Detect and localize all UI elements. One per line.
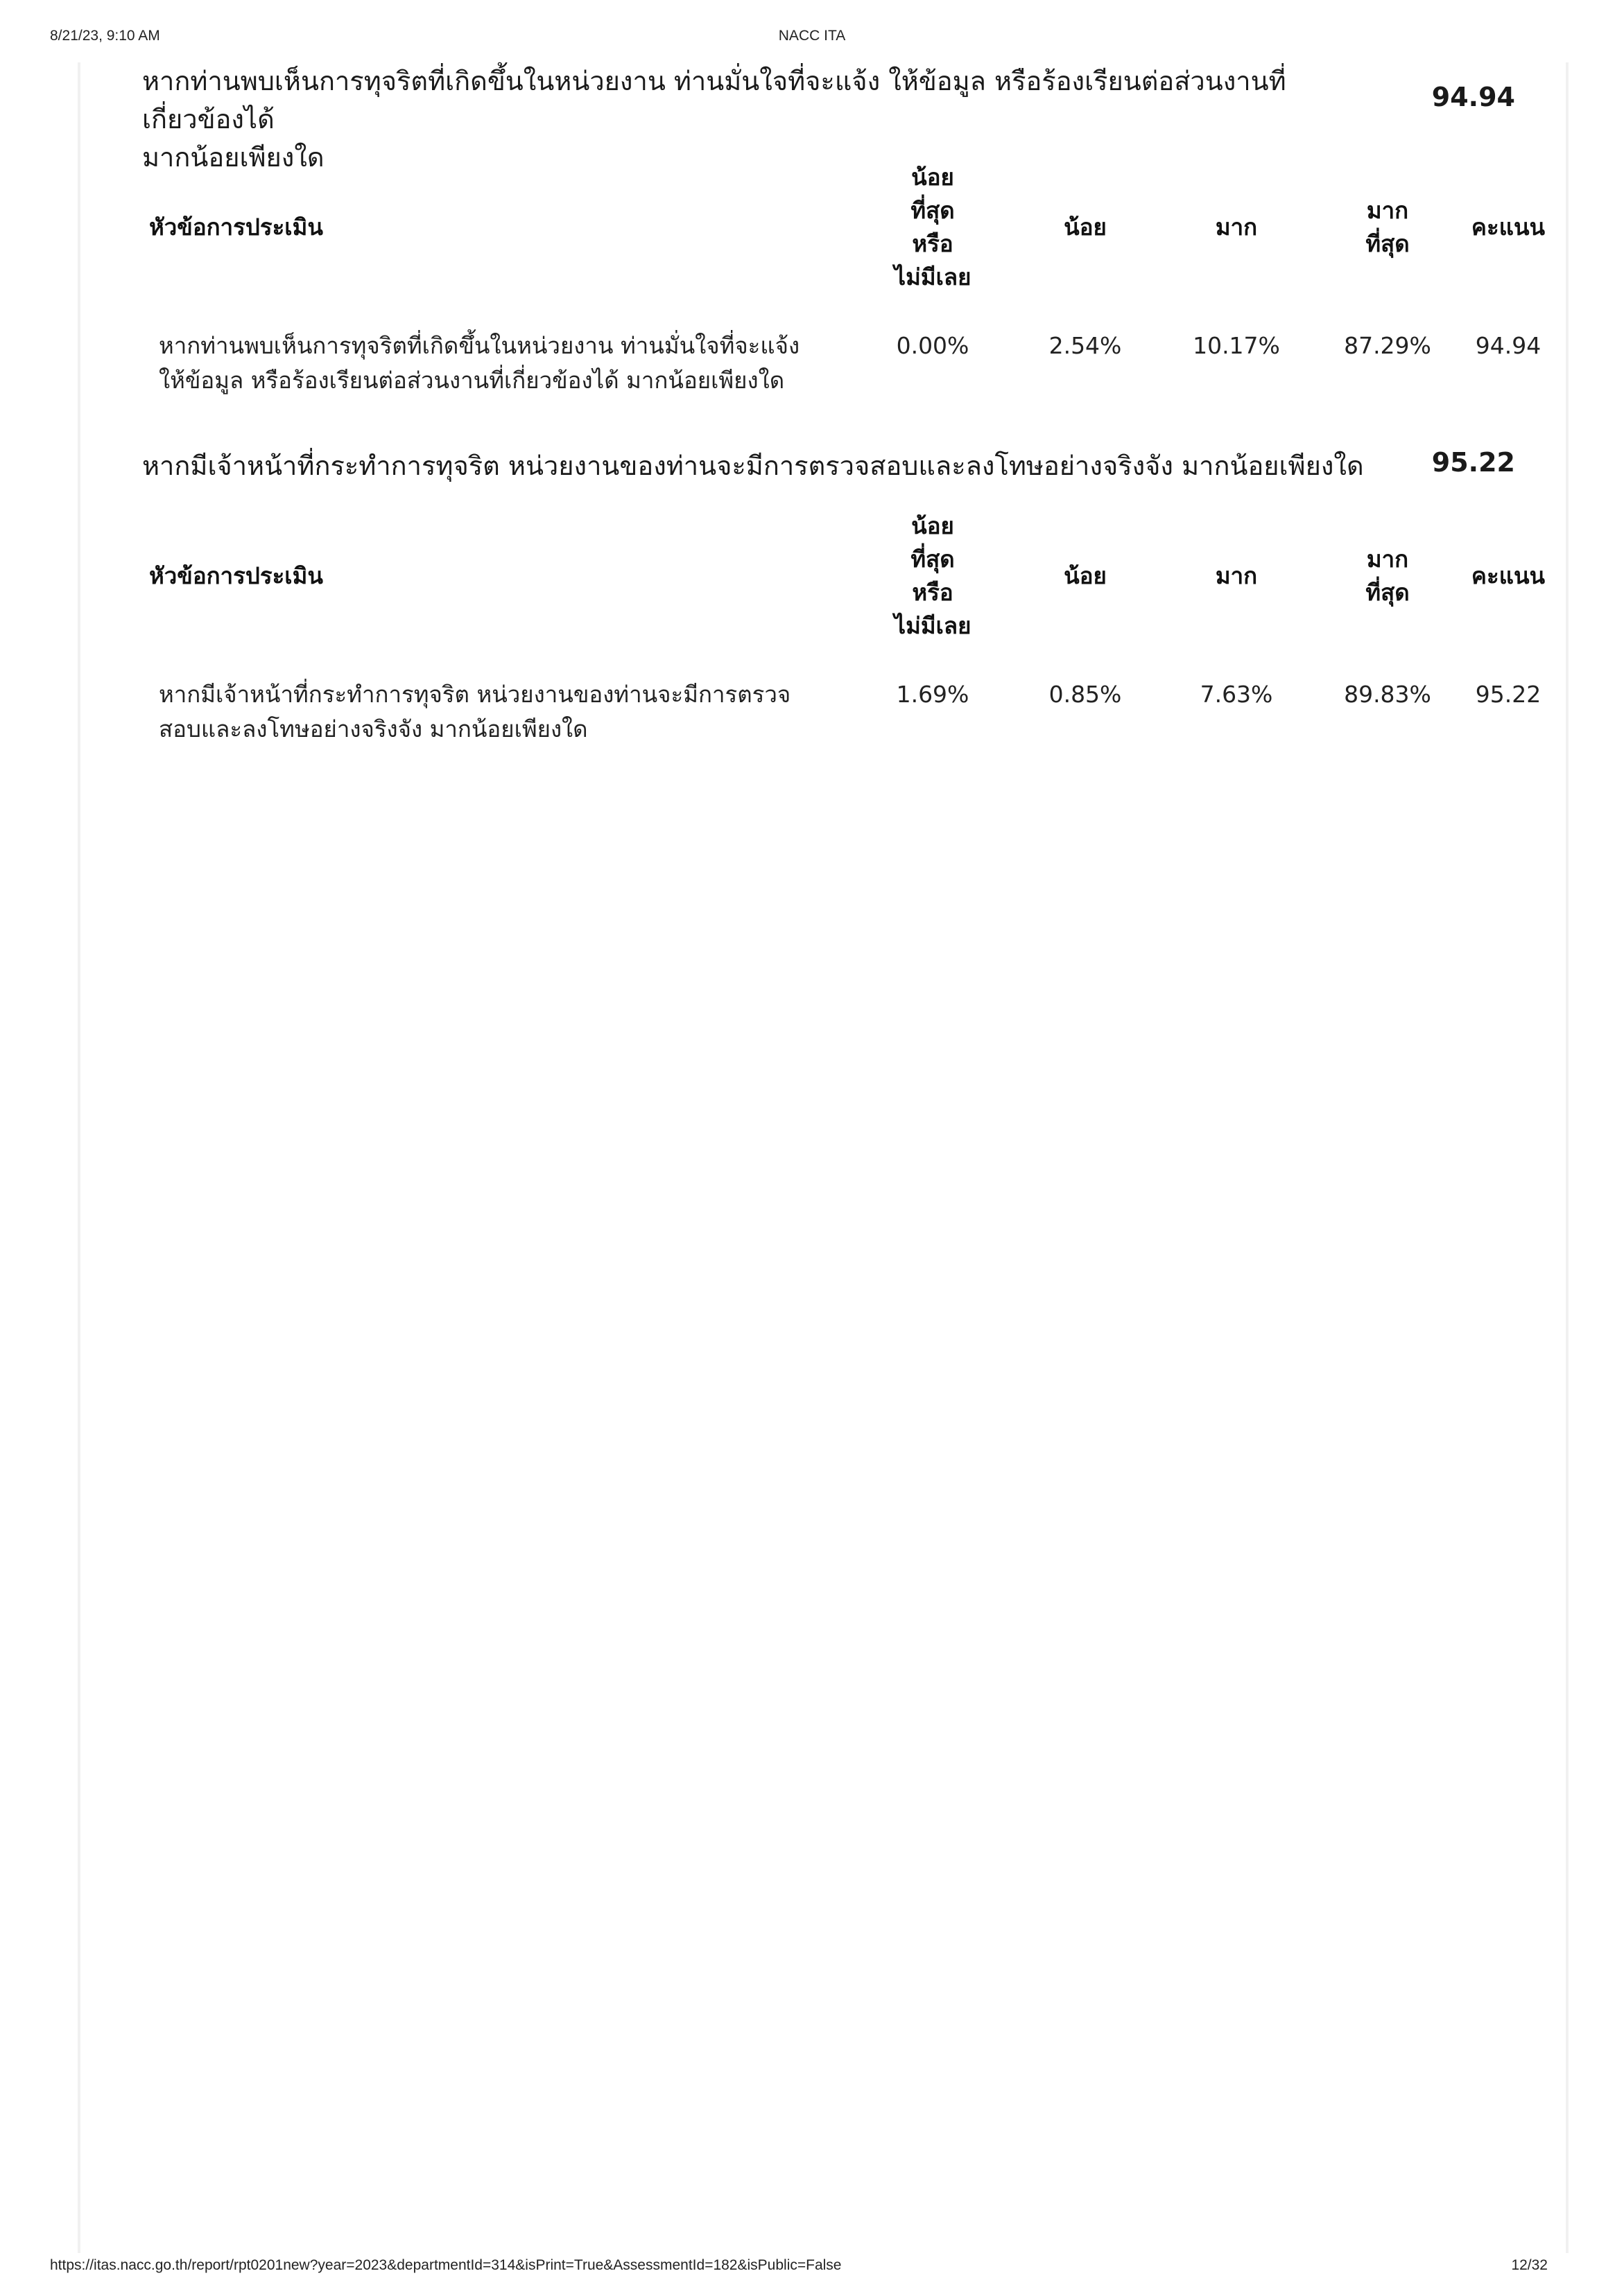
header-score: คะแนน bbox=[1471, 214, 1546, 241]
row-most: 87.29% bbox=[1344, 332, 1431, 359]
header-least-line-2: ที่สุด bbox=[910, 546, 955, 573]
question-1-title-line-2: มากน้อยเพียงใด bbox=[142, 142, 325, 173]
question-2-title bbox=[142, 447, 1390, 485]
header-least-or-none bbox=[870, 161, 995, 294]
row-much: 10.17% bbox=[1193, 332, 1280, 359]
header-least-line-3: หรือ bbox=[912, 579, 953, 606]
print-date: 8/21/23, 9:10 AM bbox=[50, 28, 160, 44]
question-1-table bbox=[149, 161, 1546, 410]
row-topic-line-2: สอบและลงโทษอย่างจริงจัง มากน้อยเพียงใด bbox=[159, 715, 588, 742]
row-score: 95.22 bbox=[1475, 681, 1541, 708]
row-little: 0.85% bbox=[1048, 681, 1122, 708]
header-least-line-4: ไม่มีเลย bbox=[894, 612, 971, 639]
print-title: NACC ITA bbox=[778, 28, 846, 44]
header-topic: หัวข้อการประเมิน bbox=[149, 214, 323, 241]
question-2-score: 95.22 bbox=[1431, 447, 1515, 478]
header-most-line-2: ที่สุด bbox=[1365, 230, 1410, 257]
row-topic bbox=[159, 329, 838, 398]
question-1 bbox=[142, 62, 1515, 173]
row-least-or-none: 0.00% bbox=[896, 332, 969, 359]
row-topic-line-1: หากมีเจ้าหน้าที่กระทำการทุจริต หน่วยงานของท่านจะมีการตรวจ bbox=[159, 681, 791, 708]
header-topic: หัวข้อการประเมิน bbox=[149, 562, 323, 589]
header-least-line-4: ไม่มีเลย bbox=[894, 263, 971, 290]
print-url: https://itas.nacc.go.th/report/rpt0201new?year=2023&departmentId=314&isPrint=True&AssessmentId=182&isPublic=False bbox=[50, 2257, 842, 2273]
print-footer bbox=[0, 2254, 1624, 2282]
header-most-line-1: มาก bbox=[1366, 546, 1409, 573]
question-1-title-line-1: หากท่านพบเห็นการทุจริตที่เกิดขึ้นในหน่วยงาน ท่านมั่นใจที่จะแจ้ง ให้ข้อมูล หรือร้องเรียนต่อส่วนงานที่เกี่ยวข้องได้ bbox=[142, 66, 1286, 134]
header-most-line-1: มาก bbox=[1366, 197, 1409, 224]
header-much: มาก bbox=[1215, 214, 1258, 241]
header-much: มาก bbox=[1215, 562, 1258, 589]
question-1-title bbox=[142, 62, 1321, 177]
header-score: คะแนน bbox=[1471, 562, 1546, 589]
print-header bbox=[0, 25, 1624, 53]
header-least-line-2: ที่สุด bbox=[910, 197, 955, 224]
row-topic-line-1: หากท่านพบเห็นการทุจริตที่เกิดขึ้นในหน่วยงาน ท่านมั่นใจที่จะแจ้ง bbox=[159, 332, 800, 359]
row-much: 7.63% bbox=[1200, 681, 1273, 708]
question-2-table bbox=[149, 510, 1546, 759]
question-2-title-line-1: หากมีเจ้าหน้าที่กระทำการทุจริต หน่วยงานของท่านจะมีการตรวจสอบและลงโทษอย่างจริงจัง มากน้อยเพียงใด bbox=[142, 451, 1364, 481]
header-least-line-1: น้อย bbox=[911, 164, 954, 191]
header-most bbox=[1325, 543, 1450, 609]
header-little: น้อย bbox=[1064, 562, 1107, 589]
row-topic-line-2: ให้ข้อมูล หรือร้องเรียนต่อส่วนงานที่เกี่ยวข้องได้ มากน้อยเพียงใด bbox=[159, 367, 785, 394]
header-least-or-none bbox=[870, 510, 995, 643]
header-little: น้อย bbox=[1064, 214, 1107, 241]
question-1-score: 94.94 bbox=[1431, 82, 1515, 112]
header-most-line-2: ที่สุด bbox=[1365, 579, 1410, 606]
row-score: 94.94 bbox=[1475, 332, 1541, 359]
row-most: 89.83% bbox=[1344, 681, 1431, 708]
page-number: 12/32 bbox=[1511, 2257, 1548, 2273]
header-least-line-3: หรือ bbox=[912, 230, 953, 257]
question-2 bbox=[142, 447, 1515, 489]
header-least-line-1: น้อย bbox=[911, 512, 954, 539]
row-topic bbox=[159, 677, 838, 747]
header-most bbox=[1325, 194, 1450, 261]
row-least-or-none: 1.69% bbox=[896, 681, 969, 708]
row-little: 2.54% bbox=[1048, 332, 1122, 359]
